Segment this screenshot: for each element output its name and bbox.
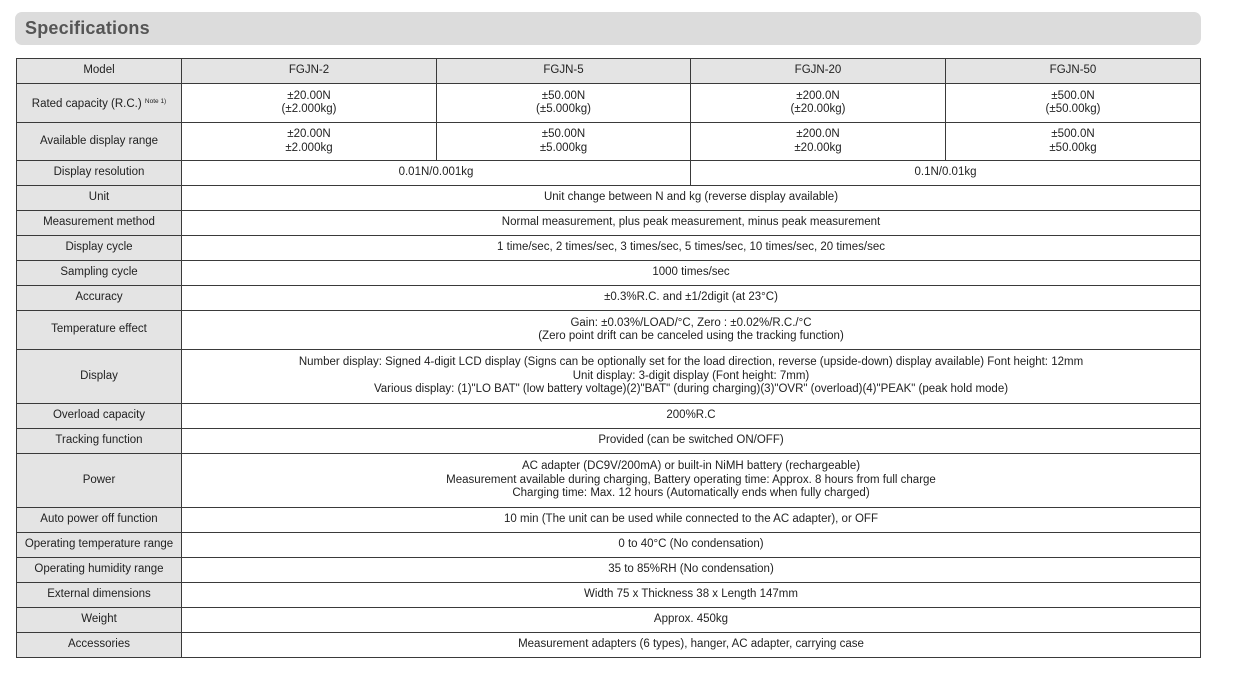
specifications-header <box>15 12 1201 45</box>
value-newton: ±50.00N <box>541 89 586 102</box>
table-row-external-dimensions <box>17 583 1201 608</box>
cell-temperature-effect <box>182 311 1201 350</box>
table-row-display-range <box>17 123 1201 161</box>
value-kg: (±20.00kg) <box>790 103 846 115</box>
display-line: Various display: (1)"LO BAT" (low battery voltage)(2)"BAT" (during charging)(3)"OVR" (overload)(4)"PEAK" (peak hold mode) <box>373 383 1009 396</box>
cell-power <box>182 454 1201 508</box>
display-line: Unit display: 3-digit display (Font height: 7mm) <box>572 369 810 382</box>
temperature-effect-line: (Zero point drift can be canceled using the tracking function) <box>538 330 844 342</box>
row-label-operating-temp: Operating temperature range <box>17 533 182 558</box>
row-label-temperature-effect: Temperature effect <box>17 311 182 350</box>
value-newton: ±200.0N <box>796 89 840 102</box>
power-line: Measurement available during charging, Battery operating time: Approx. 8 hours from full charge <box>446 473 936 486</box>
cell-display-range-fgjn-2 <box>182 123 437 161</box>
value-kg: ±2.000kg <box>285 141 333 154</box>
cell-display-range-fgjn-5 <box>437 123 691 161</box>
cell-resolution-fgjn-2-5: 0.01N/0.001kg <box>182 161 691 186</box>
cell-operating-temp: 0 to 40°C (No condensation) <box>182 533 1201 558</box>
value-kg: ±50.00kg <box>1049 141 1097 154</box>
temperature-effect-line: Gain: ±0.03%/LOAD/°C, Zero : ±0.02%/R.C./°C <box>570 316 812 329</box>
table-row-unit <box>17 186 1201 211</box>
table-row-measurement-method <box>17 211 1201 236</box>
cell-sampling-cycle: 1000 times/sec <box>182 261 1201 286</box>
model-header-fgjn-5: FGJN-5 <box>437 59 691 84</box>
row-label-accessories: Accessories <box>17 633 182 658</box>
cell-operating-humidity: 35 to 85%RH (No condensation) <box>182 558 1201 583</box>
cell-rated-capacity-fgjn-20 <box>691 84 946 123</box>
cell-rated-capacity-fgjn-5 <box>437 84 691 123</box>
row-label-model: Model <box>17 59 182 84</box>
value-kg: ±5.000kg <box>539 141 588 154</box>
table-row-accuracy <box>17 286 1201 311</box>
table-row-model <box>17 59 1201 84</box>
table-row-sampling-cycle <box>17 261 1201 286</box>
row-label-resolution: Display resolution <box>17 161 182 186</box>
row-label-unit: Unit <box>17 186 182 211</box>
row-label-auto-power-off: Auto power off function <box>17 508 182 533</box>
value-newton: ±500.0N <box>1051 128 1095 140</box>
model-header-fgjn-50: FGJN-50 <box>946 59 1201 84</box>
cell-overload-capacity: 200%R.C <box>182 404 1201 429</box>
power-line: AC adapter (DC9V/200mA) or built-in NiMH battery (rechargeable) <box>521 460 861 473</box>
row-label-measurement-method: Measurement method <box>17 211 182 236</box>
value-newton: ±500.0N <box>1051 89 1095 102</box>
row-label-external-dimensions: External dimensions <box>17 583 182 608</box>
rated-capacity-note: Note 1) <box>144 97 167 105</box>
row-label-sampling-cycle: Sampling cycle <box>17 261 182 286</box>
table-row-weight <box>17 608 1201 633</box>
table-row-display <box>17 350 1201 404</box>
value-newton: ±20.00N <box>287 89 331 102</box>
rated-capacity-label: Rated capacity (R.C.) <box>31 97 142 110</box>
display-line: Number display: Signed 4-digit LCD display (Signs can be optionally set for the load direction, reverse (upside-down) display available) Font height: 12mm <box>298 356 1084 369</box>
cell-tracking-function: Provided (can be switched ON/OFF) <box>182 429 1201 454</box>
value-newton: ±50.00N <box>541 128 586 140</box>
table-row-resolution <box>17 161 1201 186</box>
cell-resolution-fgjn-20-50: 0.1N/0.01kg <box>691 161 1201 186</box>
table-row-rated-capacity <box>17 84 1201 123</box>
row-label-display-cycle: Display cycle <box>17 236 182 261</box>
cell-accuracy: ±0.3%R.C. and ±1/2digit (at 23°C) <box>182 286 1201 311</box>
model-header-fgjn-2: FGJN-2 <box>182 59 437 84</box>
value-kg: (±5.000kg) <box>536 103 591 115</box>
row-label-accuracy: Accuracy <box>17 286 182 311</box>
value-kg: (±2.000kg) <box>281 103 337 115</box>
table-row-operating-humidity <box>17 558 1201 583</box>
cell-unit: Unit change between N and kg (reverse display available) <box>182 186 1201 211</box>
value-newton: ±20.00N <box>287 128 331 140</box>
row-label-rated-capacity <box>17 84 182 123</box>
cell-measurement-method: Normal measurement, plus peak measurement, minus peak measurement <box>182 211 1201 236</box>
cell-weight: Approx. 450kg <box>182 608 1201 633</box>
page-title: Specifications <box>25 18 150 38</box>
cell-display-range-fgjn-50 <box>946 123 1201 161</box>
row-label-overload-capacity: Overload capacity <box>17 404 182 429</box>
value-kg: ±20.00kg <box>794 141 842 154</box>
cell-auto-power-off: 10 min (The unit can be used while connected to the AC adapter), or OFF <box>182 508 1201 533</box>
table-row-power <box>17 454 1201 508</box>
value-kg: (±50.00kg) <box>1045 103 1101 115</box>
table-row-auto-power-off <box>17 508 1201 533</box>
cell-display-cycle: 1 time/sec, 2 times/sec, 3 times/sec, 5 times/sec, 10 times/sec, 20 times/sec <box>182 236 1201 261</box>
cell-display <box>182 350 1201 404</box>
specifications-table <box>16 58 1201 658</box>
table-row-tracking-function <box>17 429 1201 454</box>
cell-display-range-fgjn-20 <box>691 123 946 161</box>
row-label-operating-humidity: Operating humidity range <box>17 558 182 583</box>
row-label-weight: Weight <box>17 608 182 633</box>
cell-rated-capacity-fgjn-2 <box>182 84 437 123</box>
power-line: Charging time: Max. 12 hours (Automatically ends when fully charged) <box>512 487 870 500</box>
table-row-accessories <box>17 633 1201 658</box>
table-row-overload-capacity <box>17 404 1201 429</box>
cell-rated-capacity-fgjn-50 <box>946 84 1201 123</box>
row-label-display: Display <box>17 350 182 404</box>
model-header-fgjn-20: FGJN-20 <box>691 59 946 84</box>
table-row-operating-temp <box>17 533 1201 558</box>
table-row-temperature-effect <box>17 311 1201 350</box>
cell-external-dimensions: Width 75 x Thickness 38 x Length 147mm <box>182 583 1201 608</box>
row-label-power: Power <box>17 454 182 508</box>
value-newton: ±200.0N <box>796 128 840 140</box>
table-row-display-cycle <box>17 236 1201 261</box>
row-label-display-range: Available display range <box>17 123 182 161</box>
cell-accessories: Measurement adapters (6 types), hanger, AC adapter, carrying case <box>182 633 1201 658</box>
row-label-tracking-function: Tracking function <box>17 429 182 454</box>
